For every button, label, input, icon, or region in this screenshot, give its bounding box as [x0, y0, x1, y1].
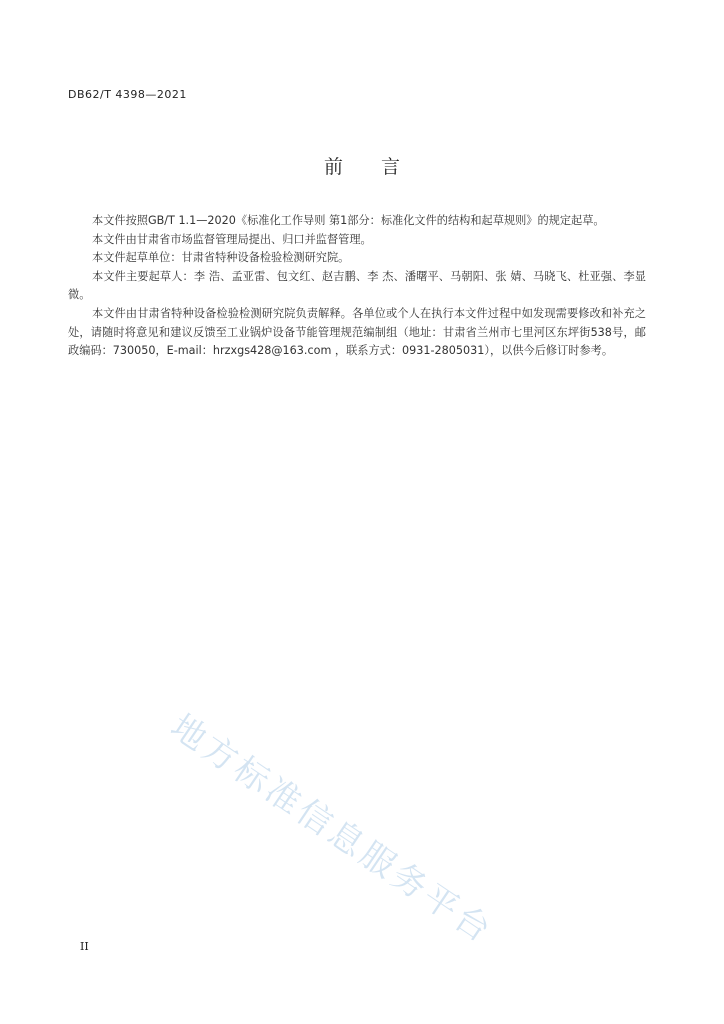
paragraph-interpretation: 本文件由甘肃省特种设备检验检测研究院负责解释。各单位或个人在执行本文件过程中如发现需要修改和补充之处，请随时将意见和建议反馈至工业锅炉设备节能管理规范编制组（地址：甘肃省兰州市七里河区东坪街538号，邮政编码：730050，E-mail：hrzxgs428@163.com ，联系方式：0931-2805031），以供今后修订时参考。: [68, 306, 646, 358]
foreword-body: [68, 212, 646, 361]
paragraph-proposer: 本文件由甘肃省市场监督管理局提出、归口并监督管理。: [92, 232, 372, 246]
paragraph-drafting-unit: 本文件起草单位：甘肃省特种设备检验检测研究院。: [92, 251, 350, 265]
paragraph-drafters: 本文件主要起草人：李 浩、孟亚雷、包文红、赵吉鹏、李 杰、潘曙平、马朝阳、张 婧、马晓飞、杜亚强、李显微。: [68, 269, 646, 302]
page-title: [0, 152, 724, 179]
standard-code: DB62/T 4398—2021: [68, 88, 187, 101]
paragraph-drafting-rules: 本文件按照GB/T 1.1—2020《标准化工作导则 第1部分：标准化文件的结构和起草规则》的规定起草。: [92, 214, 605, 227]
watermark: 地方标准信息服务平台: [163, 706, 501, 953]
page-title-part1: 前: [323, 156, 343, 178]
page-title-part2: 言: [381, 156, 401, 178]
page-number: II: [80, 940, 89, 953]
